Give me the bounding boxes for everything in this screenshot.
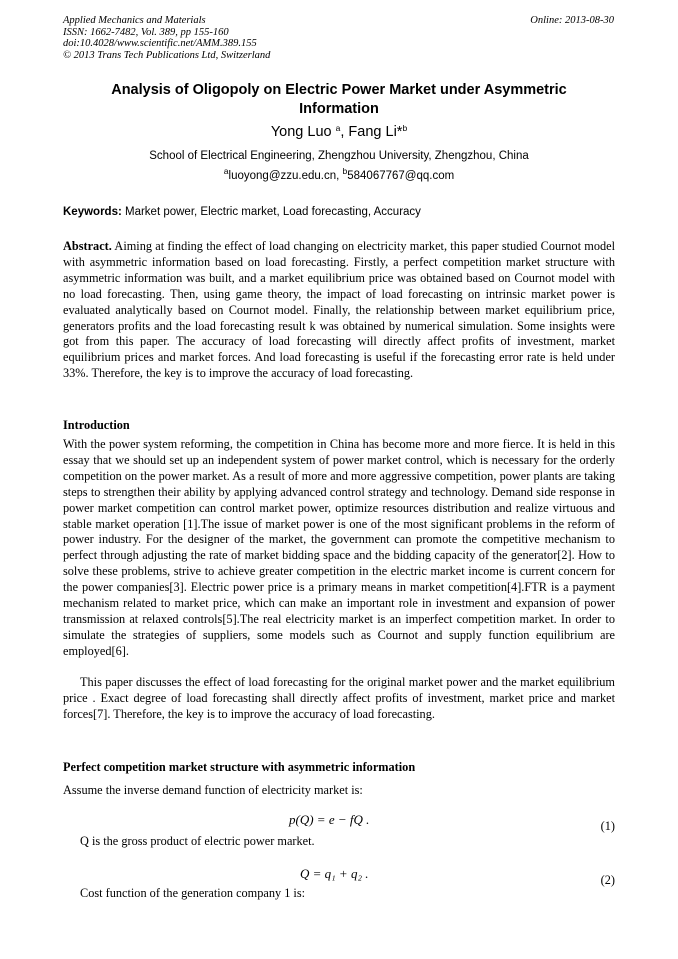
section-heading-perfect-competition: Perfect competition market structure with asymmetric information: [63, 760, 416, 774]
keywords-label: Keywords:: [63, 206, 122, 218]
author-2-affil: b: [402, 123, 408, 133]
keywords-text: Market power, Electric market, Load forecasting, Accuracy: [121, 206, 421, 218]
author-1-affil: a: [335, 123, 341, 133]
doi: doi:10.4028/www.scientific.net/AMM.389.155: [63, 38, 257, 49]
keywords: [63, 206, 421, 218]
email-b-sup: b: [342, 166, 348, 176]
email-a: luoyong@zzu.edu.cn,: [228, 170, 343, 182]
abstract: [63, 239, 615, 382]
authors: [63, 124, 615, 140]
journal-name: Applied Mechanics and Materials: [63, 15, 206, 26]
issn: ISSN: 1662-7482, Vol. 389, pp 155-160: [63, 26, 229, 38]
title-line-1: Analysis of Oligopoly on Electric Power Market under Asymmetric: [111, 82, 567, 98]
author-2: Fang Li*: [348, 124, 403, 140]
equation-2-number: (2): [600, 873, 615, 887]
email-b: 584067767@qq.com: [347, 170, 455, 182]
author-emails: [63, 166, 615, 182]
author-separator: ,: [340, 124, 349, 140]
assume-text: Assume the inverse demand function of electricity market is:: [63, 783, 363, 797]
equation-1: p(Q) = e − fQ .: [289, 812, 370, 827]
journal-header: [63, 15, 270, 61]
paper-title: [63, 81, 615, 119]
email-a-sup: a: [223, 166, 229, 176]
equation-1-number: (1): [600, 819, 615, 833]
affiliation: School of Electrical Engineering, Zhengzhou University, Zhengzhou, China: [149, 150, 529, 162]
abstract-text: Aiming at finding the effect of load changing on electricity market, this paper studied Cournot model with asymmetric information based on load forecasting. Firstly, a perfect competition market structure with asymmetric information was built, and a market equilibrium price was obtained based on Cournot model with no load forecasting. Then, using game theory, the impact of load forecasting on intrinsic market power is evaluated analytically based on Cournot model. Finally, the relationship between market equilibrium price, generators profits and the load forecasting result k was obtained by numerical simulation. Some insights were got from this paper. The accuracy of load forecasting will directly affect profits of investment, market equilibrium prices and market forces. And load forecasting is useful if the forecasting error rate is held under 33%. Therefore, the key is to improve the accuracy of load forecasting.: [63, 239, 615, 381]
cost-function-text: Cost function of the generation company 1 is:: [80, 886, 306, 900]
author-1: Yong Luo: [270, 124, 332, 140]
online-date: Online: 2013-08-30: [530, 15, 614, 26]
abstract-label: Abstract.: [63, 239, 112, 253]
equation-1-description: Q is the gross product of electric power market.: [80, 834, 315, 848]
introduction-paragraph-2: This paper discusses the effect of load forecasting for the original market power and the market equilibrium price . Exact degree of load forecasting shall directly affect profits of investment, market price and market forces[7]. Therefore, the key is to improve the accuracy of load forecasting.: [63, 675, 615, 721]
introduction-heading: Introduction: [63, 418, 130, 432]
introduction-paragraph-1: With the power system reforming, the competition in China has become more and more fierce. It is held in this essay that we should set up an independent system of power market control, which is necessary for the orderly competition on the power market. As a result of more and more aggressive competition, power plants are taking steps to strengthen their ability by applying advanced control strategy and technology. Demand side response in power market competition can control market power, optimize resources distribution and realize virtuous and stable market operation [1].The issue of market power is one of the most significant problems in the reform of power industry. For the designer of the market, the government can promote the competitive mechanism to perfect through adjusting the rate of market bidding space and the bidding capacity of the generator[2]. How to solve these problems, strive to achieve greater competition in the electric market income is current concern for the power companies[3]. Electric power price is a primary means in market competition[4].FTR is a payment mechanism related to market price, which can make an important role in investment and expansion of power transmission at relaxed controls[5].The real electricity market is an imperfect competition market. In order to simulate the strategies of suppliers, some models such as Cournot and supply function equilibrium are employed[6].: [63, 437, 615, 658]
title-line-2: Information: [299, 101, 379, 117]
equation-2: Q = q₁ + q₂ .: [300, 866, 369, 881]
copyright: © 2013 Trans Tech Publications Ltd, Switzerland: [63, 49, 271, 61]
